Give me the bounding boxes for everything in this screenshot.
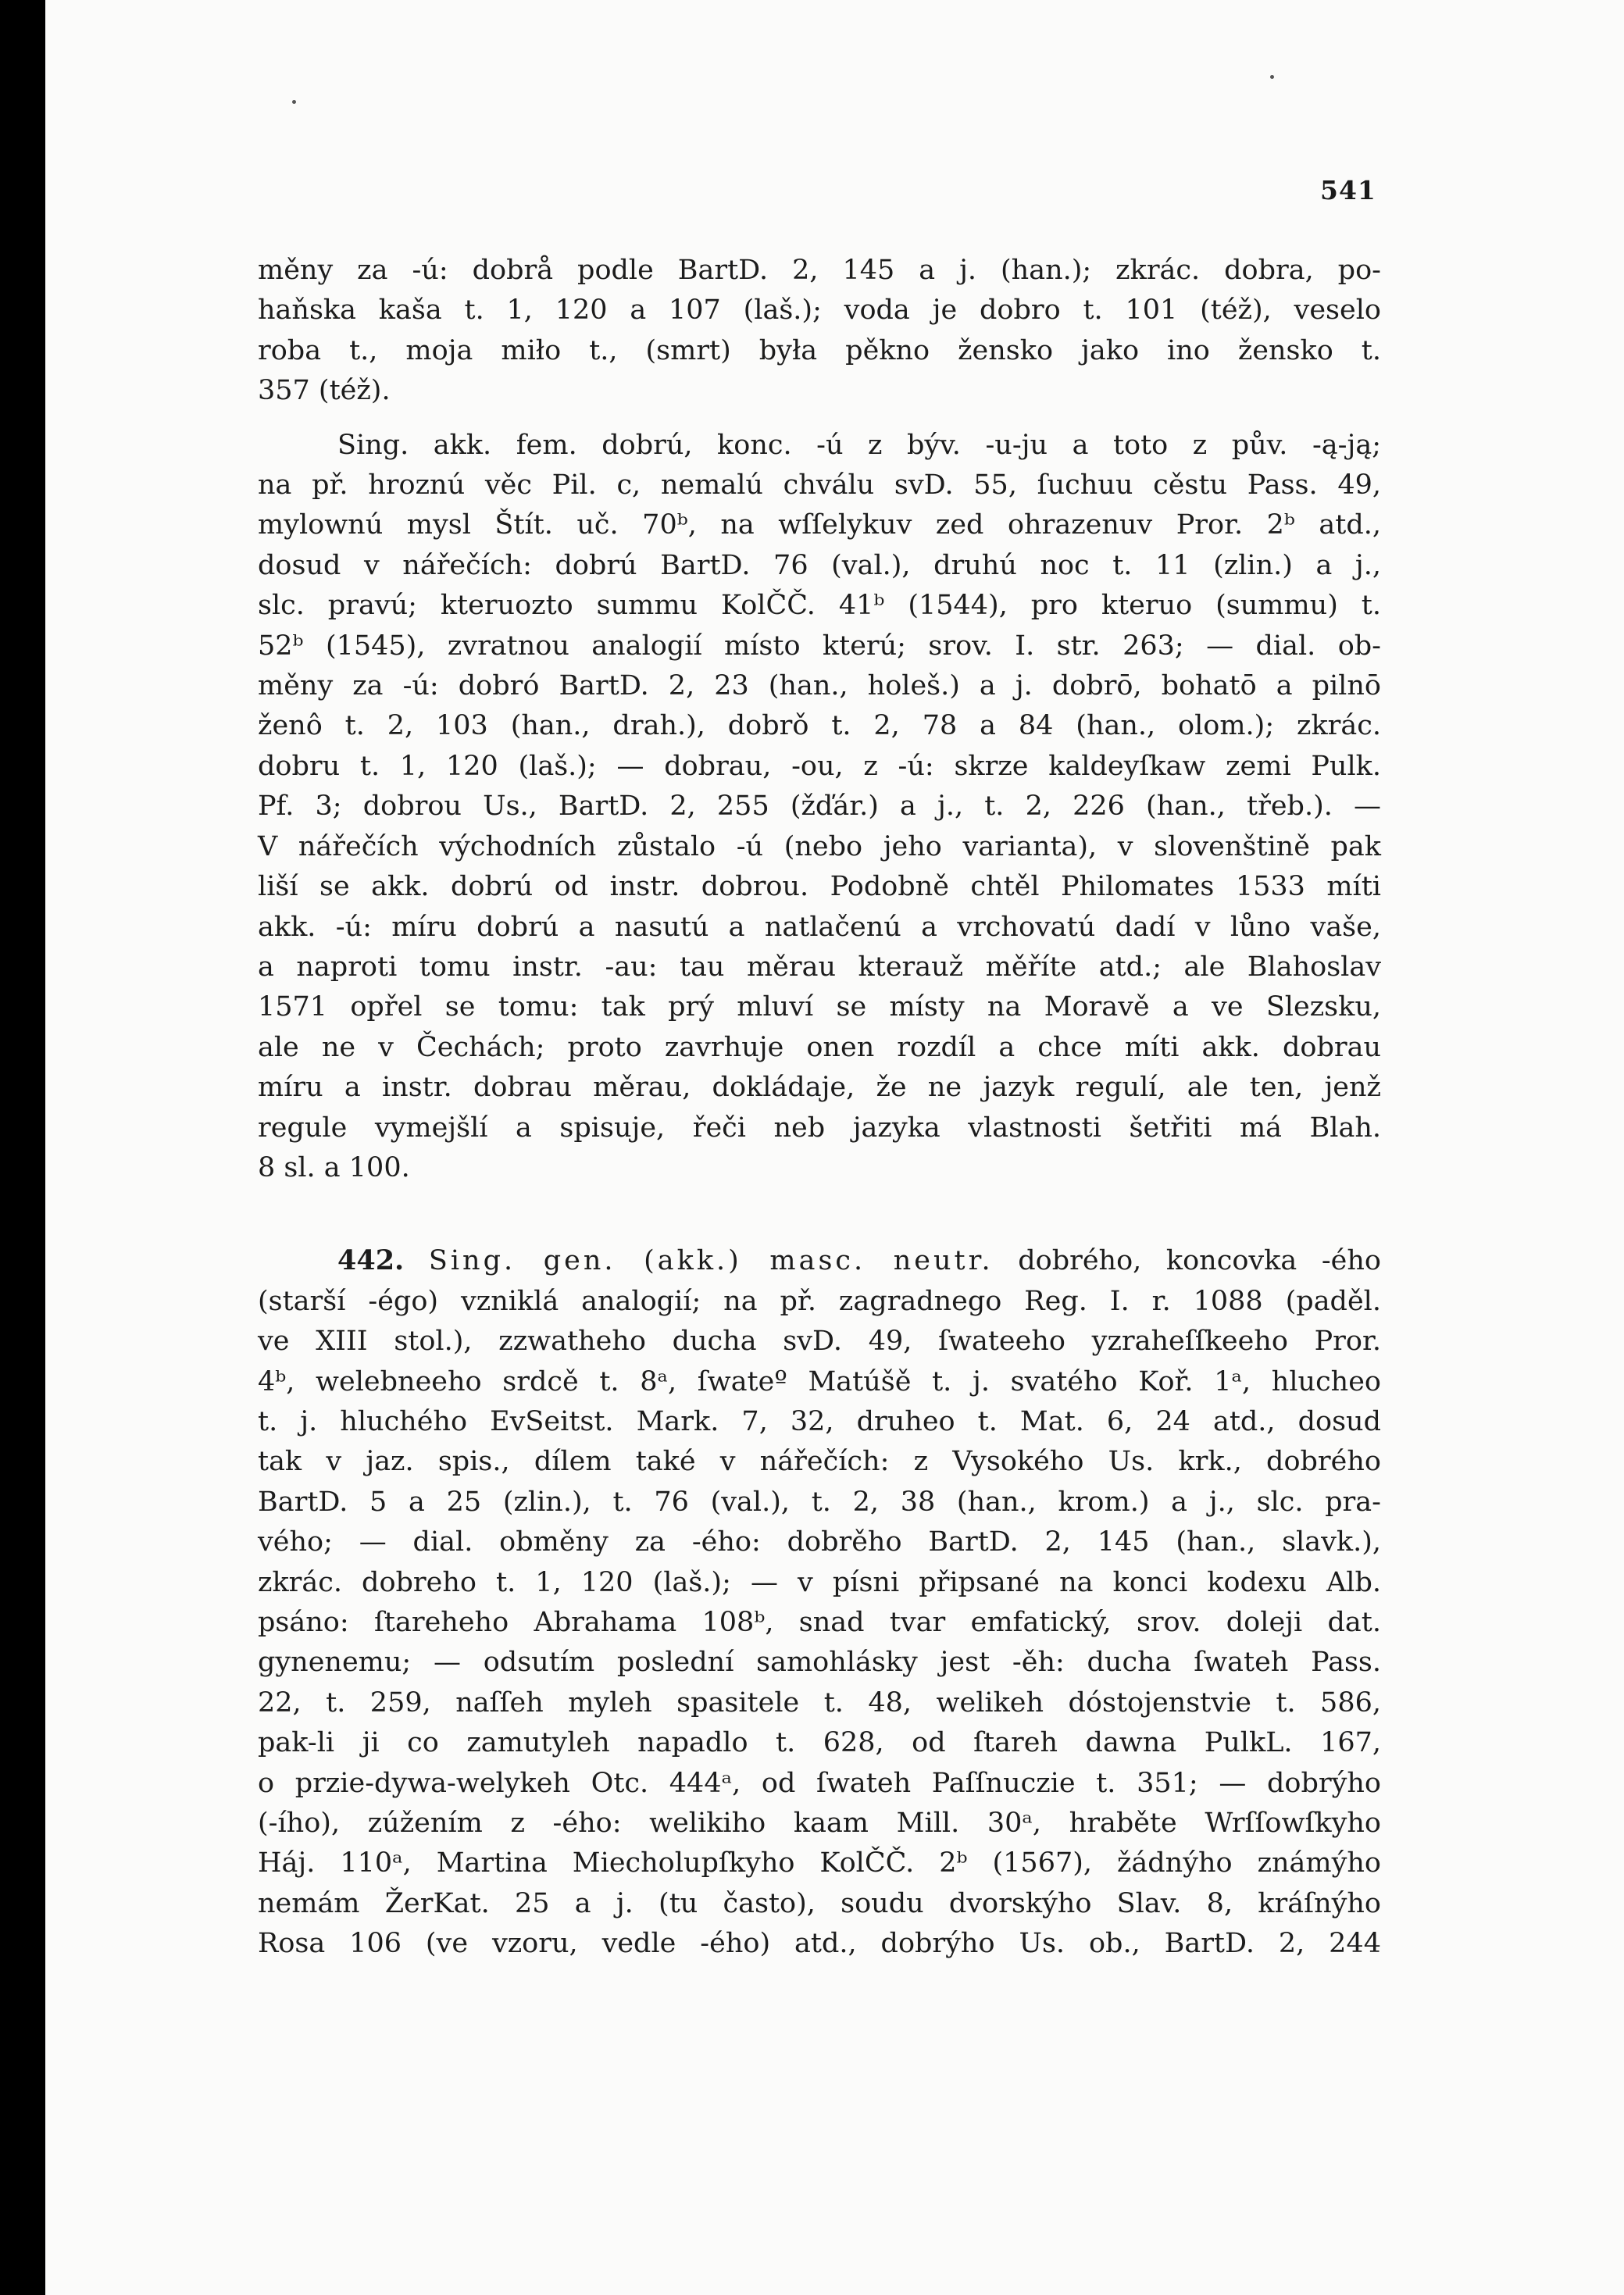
text-line: zkrác. dobreho t. 1, 120 (laš.); — v písni připsané na konci kodexu Alb. xyxy=(258,1566,1381,1598)
text-line: 52ᵇ (1545), zvratnou analogií místo kterú; srov. I. str. 263; — dial. ob- xyxy=(258,630,1381,662)
text-line: (starší -égo) vzniklá analogií; na př. zagradnego Reg. I. r. 1088 (paděl. xyxy=(258,1285,1381,1317)
text-line: roba t., moja miło t., (smrt) była pěkno žensko jako ino žensko t. xyxy=(258,334,1381,366)
text-line: nemám ŽerKat. 25 a j. (tu často), soudu dvorskýho Slav. 8, kráſnýho xyxy=(258,1887,1381,1919)
text-line: o przie-dywa-welykeh Otc. 444ᵃ, od ſwateh Paſſnuczie t. 351; — dobrýho xyxy=(258,1767,1381,1799)
text-line: t. j. hluchého EvSeitst. Mark. 7, 32, druheo t. Mat. 6, 24 atd., dosud xyxy=(258,1405,1381,1437)
text-line: ženô t. 2, 103 (han., drah.), dobrǒ t. 2, 78 a 84 (han., olom.); zkrác. xyxy=(258,710,1381,742)
text-line: vého; — dial. obměny za -ého: dobrěho BartD. 2, 145 (han., slavk.), xyxy=(258,1526,1381,1558)
text-line: haňska kaša t. 1, 120 a 107 (laš.); voda je dobro t. 101 (též), veselo xyxy=(258,294,1381,327)
book-page xyxy=(45,0,1624,2295)
print-speck xyxy=(1270,75,1274,79)
text-line: regule vymejšlí a spisuje, řeči neb jazyka vlastnosti šetřiti má Blah. xyxy=(258,1112,1381,1144)
text-line: (-ího), zúžením z -ého: welikiho kaam Mill. 30ᵃ, hraběte Wrſſowſkyho xyxy=(258,1808,1381,1840)
section-number: 442. xyxy=(337,1244,405,1277)
section-gap xyxy=(258,1188,1381,1240)
text-line: slc. pravú; kteruozto summu KolČČ. 41ᵇ (1544), pro kteruo (summu) t. xyxy=(258,590,1381,622)
paragraph-sing-akk-fem xyxy=(258,426,1381,1189)
print-speck xyxy=(292,100,296,104)
page-number: 541 xyxy=(1320,175,1376,205)
body-text xyxy=(258,251,1381,1965)
text-line: Háj. 110ᵃ, Martina Miecholupſkyho KolČČ. 2ᵇ (1567), žádnýho známýho xyxy=(258,1847,1381,1879)
text-line: 357 (též). xyxy=(258,375,391,407)
section-442 xyxy=(258,1240,1381,1964)
text-line: 22, t. 259, naſſeh myleh spasitele t. 48, welikeh dóstojenstvie t. 586, xyxy=(258,1686,1381,1719)
text-line: gynenemu; — odsutím poslední samohlásky jest -ěh: ducha ſwateh Pass. xyxy=(258,1647,1381,1679)
text-line: V nářečích východních zůstalo -ú (nebo jeho varianta), v slovenštině pak xyxy=(258,830,1381,862)
text-line: psáno: ſtareheho Abrahama 108ᵇ, snad tvar emfatický, srov. doleji dat. xyxy=(258,1607,1381,1638)
section-heading: Sing. gen. (akk.) masc. neutr. xyxy=(428,1245,994,1277)
paragraph-continuation xyxy=(258,251,1381,412)
text-line: Rosa 106 (ve vzoru, vedle -ého) atd., dobrýho Us. ob., BartD. 2, 244 xyxy=(258,1928,1381,1960)
text-line: na př. hroznú věc Pil. c, nemalú chválu svD. 55, ſuchuu cěstu Pass. 49, xyxy=(258,469,1381,501)
text-line: pak-li ji co zamutyleh napadlo t. 628, od ſtareh dawna PulkL. 167, xyxy=(258,1727,1381,1759)
text-line: měny za -ú: dobró BartD. 2, 23 (han., holeš.) a j. dobrō, bohatō a pilnō xyxy=(258,670,1381,702)
text-line: ve XIII stol.), zzwatheho ducha svD. 49, ſwateeho yzraheſſkeeho Pror. xyxy=(258,1326,1381,1358)
text-line: liší se akk. dobrú od instr. dobrou. Podobně chtěl Philomates 1533 míti xyxy=(258,871,1381,903)
text-line: tak v jaz. spis., dílem také v nářečích: z Vysokého Us. krk., dobrého xyxy=(258,1446,1381,1478)
text-line: ale ne v Čechách; proto zavrhuje onen rozdíl a chce míti akk. dobrau xyxy=(258,1031,1381,1063)
text-line: míru a instr. dobrau měrau, dokládaje, že ne jazyk regulí, ale ten, jenž xyxy=(258,1072,1381,1104)
text-line: BartD. 5 a 25 (zlin.), t. 76 (val.), t. 2, 38 (han., krom.) a j., slc. pra- xyxy=(258,1486,1381,1518)
text-line: 4ᵇ, welebneeho srdcě t. 8ᵃ, ſwateº Matúšě t. j. svatého Koř. 1ᵃ, hlucheo xyxy=(258,1365,1381,1397)
text-line: mylownú mysl Štít. uč. 70ᵇ, na wſſelykuv zed ohrazenuv Pror. 2ᵇ atd., xyxy=(258,509,1381,541)
text-line: 1571 opřel se tomu: tak prý mluví se místy na Moravě a ve Slezsku, xyxy=(258,991,1381,1023)
text-line xyxy=(258,1240,1381,1281)
text-line: měny za -ú: dobrå podle BartD. 2, 145 a j. (han.); zkrác. dobra, po- xyxy=(258,255,1381,286)
text-line: Pf. 3; dobrou Us., BartD. 2, 255 (žďár.) a j., t. 2, 226 (han., třeb.). — xyxy=(258,791,1381,823)
text-line: akk. -ú: míru dobrú a nasutú a natlačenú a vrchovatú dadí v lůno vaše, xyxy=(258,911,1381,943)
text-line: a naproti tomu instr. -au: tau měrau kterauž měříte atd.; ale Blahoslav xyxy=(258,951,1381,983)
text-line: dobru t. 1, 120 (laš.); — dobrau, -ou, z -ú: skrze kaldeyſkaw zemi Pulk. xyxy=(258,750,1381,782)
text-line: Sing. akk. fem. dobrú, konc. -ú z býv. -u-ju a toto z pův. -ą-ją; xyxy=(337,429,1381,461)
text-line-rest: dobrého, koncovka -ého xyxy=(1018,1245,1381,1277)
text-line: dosud v nářečích: dobrú BartD. 76 (val.), druhú noc t. 11 (zlin.) a j., xyxy=(258,549,1381,581)
text-line: 8 sl. a 100. xyxy=(258,1151,410,1183)
